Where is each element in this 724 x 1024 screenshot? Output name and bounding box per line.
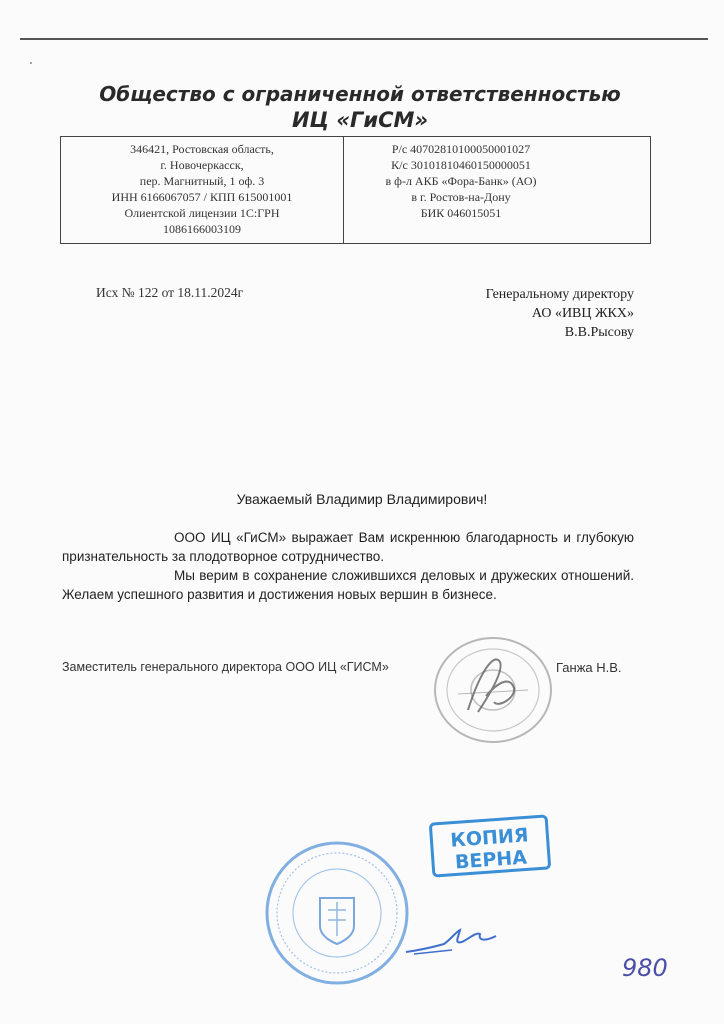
handwritten-page-number: 980 [622,954,668,982]
paragraph-text: ООО ИЦ «ГиСМ» выражает Вам искреннюю благодарность и глубокую признательность за плодотворное сотрудничество. [62,530,634,564]
org-title-line2: ИЦ «ГиСМ» [291,108,429,132]
stamp-copy-line2: ВЕРНА [454,846,528,874]
greeting: Уважаемый Владимир Владимирович! [236,491,488,507]
blue-signature-icon [400,922,510,962]
signatory-title: Заместитель генерального директора ООО ИЦ «ГИСМ» [62,660,389,674]
paragraph [62,528,634,566]
requisites-address-line: 1086166003109 [163,222,241,236]
copy-verified-stamp-icon [428,814,552,878]
outgoing-number: Исх № 122 от 18.11.2024г [96,285,244,300]
requisites-bank-line: в ф-л АКБ «Фора-Банк» (АО) [385,174,537,188]
official-seal-icon [262,838,412,988]
requisites-bank [361,141,561,221]
addressee-block [486,285,634,342]
requisites-address-line: 346421, Ростовская область, [130,142,274,156]
paragraph-text: Мы верим в сохранение сложившихся деловых и дружеских отношений. Желаем успешного развития и достижения новых вершин в бизнесе. [62,568,634,602]
requisites-bank-line: в г. Ростов-на-Дону [411,190,511,204]
addressee-line: В.В.Рысову [564,325,634,340]
requisites-divider [343,137,344,243]
requisites-address-line: г. Новочеркасск, [160,158,244,172]
signer-name: Ганжа Н.В. [556,660,622,675]
company-seal-icon [428,632,558,747]
paragraph [62,566,634,604]
stamp-copy-line1: КОПИЯ [449,824,530,852]
requisites-bank-line: К/с 30101810460150000051 [391,158,531,172]
requisites-address [65,141,339,237]
top-rule [20,38,708,40]
requisites-address-line: Олиентской лицензии 1С:ГРН [124,206,280,220]
org-title-line1: Общество с ограниченной ответственностью [99,82,621,106]
requisites-table [60,136,651,244]
requisites-address-line: ИНН 6166067057 / КПП 615001001 [111,190,293,204]
requisites-bank-line: БИК 046015051 [420,206,502,220]
requisites-bank-line: Р/с 40702810100050001027 [391,142,531,156]
requisites-address-line: пер. Магнитный, 1 оф. 3 [139,174,265,188]
addressee-line: Генеральному директору [485,287,634,302]
addressee-line: АО «ИВЦ ЖКХ» [531,306,634,321]
scan-speck [30,62,32,64]
